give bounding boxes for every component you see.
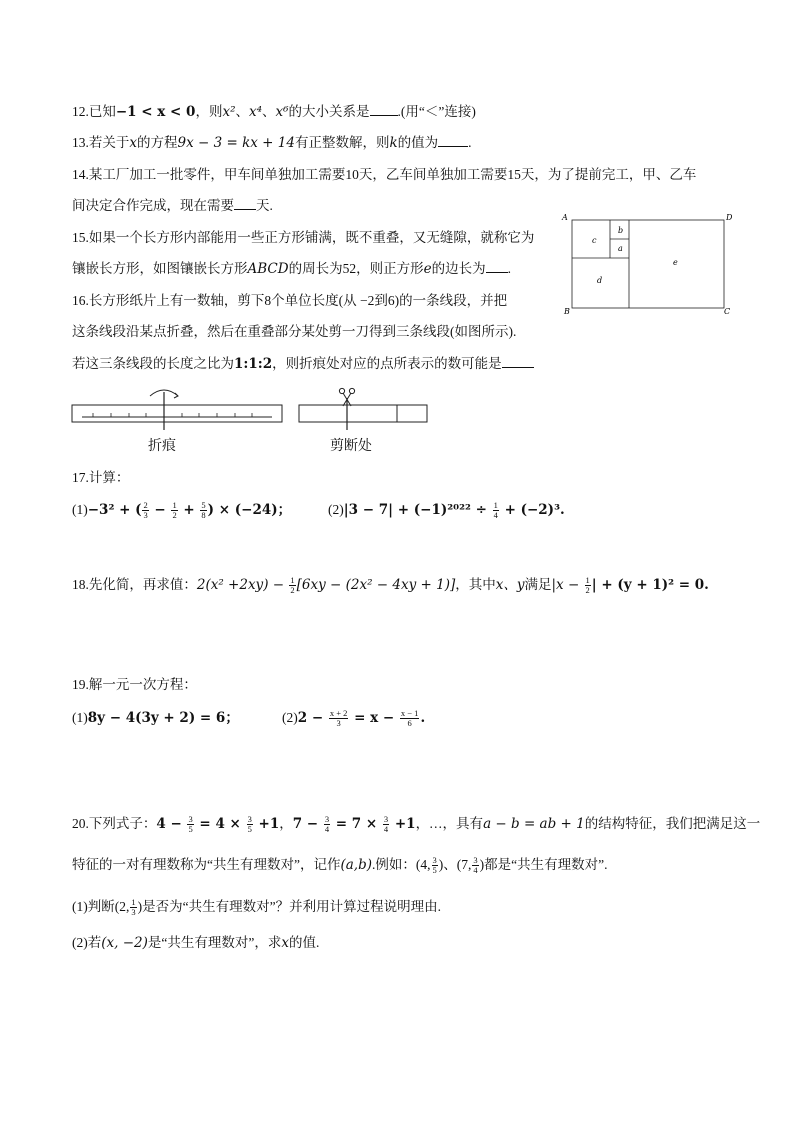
- question-18: 18.先化简，再求值：2(x² +2xy) − $\frac{1}{2}$ [6xy − (2x² − 4xy + 1)]，其中x、y满足|x − $\frac{1}{2}$ | + (y + 1)² = 0.: [72, 575, 709, 596]
- square-label-b: b: [618, 226, 624, 235]
- answer-blank-14[interactable]: [234, 197, 256, 210]
- question-17-title: 17.计算：: [72, 470, 130, 485]
- question-14-line1: 14.某工厂加工一批零件，甲车间单独加工需要10天，乙车间单独加工需要15天，为了提前完工，甲、乙车: [72, 167, 697, 182]
- question-20-line2: 特征的一对有理数称为“共生有理数对”，记作(a,b).例如：(4, $\frac{3}{5}$ )、(7, $\frac{3}{4}$ )都是“共生有理数对”.: [72, 855, 608, 876]
- question-19-title: 19.解一元一次方程：: [72, 677, 197, 692]
- cut-label: 剪断处: [330, 437, 372, 453]
- corner-label-c: C: [724, 307, 731, 316]
- question-19-part1: (1)8y − 4(3y + 2) = 6；: [72, 710, 239, 726]
- question-14-line2: 间决定合作完成，现在需要 天.: [72, 198, 273, 213]
- corner-label-a: A: [562, 213, 568, 222]
- square-label-e: e: [673, 258, 678, 267]
- question-16-line3: 若这三条线段的长度之比为1:1:2，则折痕处对应的点所表示的数可能是: [72, 355, 534, 373]
- answer-blank-16[interactable]: [502, 355, 534, 368]
- square-label-c: c: [592, 236, 597, 245]
- number-line-strip: [72, 405, 282, 422]
- question-20-part1: (1)判断(2, $\frac{1}{3}$ )是否为“共生有理数对”？并利用计算过程说明理由.: [72, 897, 441, 918]
- square-label-a: a: [618, 244, 623, 253]
- answer-blank-12[interactable]: [370, 103, 398, 116]
- corner-label-b: B: [564, 307, 570, 316]
- rectangle-abcd: [572, 220, 724, 308]
- answer-blank-15[interactable]: [486, 260, 508, 273]
- square-label-d: d: [597, 276, 603, 285]
- question-17-part2: (2)|3 − 7| + (−1)²⁰²² ÷ $\frac{1}{4}$ + (−2)³.: [328, 500, 565, 521]
- question-20-line1: 20.下列式子：4 − $\frac{3}{5}$ = 4 × $\frac{3}{5}$ +1，7 − $\frac{3}{4}$ = 7 × $\frac{3}{4}$ +1，…，具有a − b = ab + 1的结构特征，我们把满足这一: [72, 814, 761, 835]
- answer-blank-13[interactable]: [438, 134, 468, 147]
- question-20-part2: (2)若(x, −2)是“共生有理数对”，求x的值.: [72, 935, 320, 951]
- question-19-part2: (2)2 − $\frac{x + 2}{3}$ = x − $\frac{x - 1}{6}$ .: [282, 708, 426, 729]
- tiling-rectangle-figure: [560, 210, 740, 320]
- fold-label: 折痕: [148, 437, 176, 453]
- folded-strip: [299, 405, 427, 422]
- question-16-line2: 这条线段沿某点折叠，然后在重叠部分某处剪一刀得到三条线段(如图所示).: [72, 324, 517, 339]
- question-15-line2: 镶嵌长方形，如图镶嵌长方形ABCD的周长为52，则正方形e的边长为 .: [72, 261, 511, 277]
- question-16-line1: 16.长方形纸片上有一数轴，剪下8个单位长度(从 −2到6)的一条线段，并把: [72, 293, 508, 308]
- question-13: 13.若关于x的方程9x − 3 = kx + 14有正整数解，则k的值为 .: [72, 135, 472, 151]
- corner-label-d: D: [726, 213, 733, 222]
- question-17-part1: (1)−3² + ( $\frac{2}{3}$ − $\frac{1}{2}$ + $\frac{5}{8}$ ) × (−24)；: [72, 500, 292, 521]
- question-15-line1: 15.如果一个长方形内部能用一些正方形铺满，既不重叠，又无缝隙，就称它为: [72, 230, 535, 245]
- fold-cut-figure: [70, 384, 440, 456]
- question-12: 12.已知−1 < x < 0，则x²、x⁴、x⁶的大小关系是 .(用“＜”连接): [72, 104, 476, 120]
